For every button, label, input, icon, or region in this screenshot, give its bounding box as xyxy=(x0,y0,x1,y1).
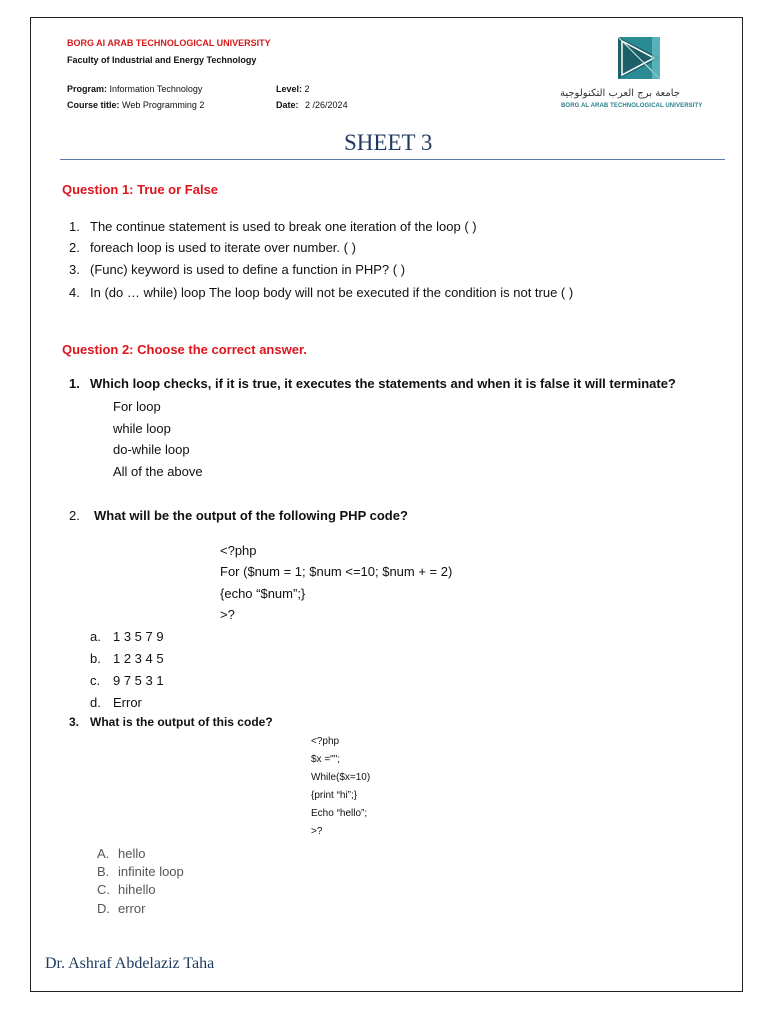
q2-item3-option-letter: B. xyxy=(97,864,110,879)
q2-item2-code-line: >? xyxy=(220,607,235,622)
date-value: 2 /26/2024 xyxy=(305,100,348,110)
q2-item3-code-line: <?php xyxy=(311,736,340,747)
q1-item-num: 2. xyxy=(69,240,80,255)
q2-item3-option-letter: A. xyxy=(97,846,110,861)
q2-item3-option-text: infinite loop xyxy=(118,864,184,879)
title-divider xyxy=(60,159,725,160)
q2-item3-code-line: While($x=10) xyxy=(311,772,371,783)
level-label: Level: xyxy=(276,84,303,94)
course-line xyxy=(67,100,204,110)
q2-item2-code-line: {echo “$num”;} xyxy=(220,586,306,601)
arabic-university-name: جامعة برج العرب التكنولوجية xyxy=(560,88,680,99)
university-logo-icon xyxy=(616,35,662,81)
q2-item2-option-letter: b. xyxy=(90,651,101,666)
q2-item2-option-text: 9 7 5 3 1 xyxy=(113,673,164,688)
q1-item-text: foreach loop is used to iterate over number. ( ) xyxy=(90,240,356,255)
q2-item1-option: do-while loop xyxy=(113,442,190,457)
q2-item3-code-line: {print “hi”;} xyxy=(311,790,358,801)
q2-item3-option-letter: D. xyxy=(97,901,110,916)
program-label: Program: xyxy=(67,84,108,94)
q2-item1-num: 1. xyxy=(69,376,80,391)
q2-item2-code-line: For ($num = 1; $num <=10; $num + = 2) xyxy=(220,564,453,579)
q2-heading: Question 2: Choose the correct answer. xyxy=(62,342,307,357)
author-signature: Dr. Ashraf Abdelaziz Taha xyxy=(45,955,215,972)
q2-item3-option-text: error xyxy=(118,901,146,916)
q2-item1-option: All of the above xyxy=(113,464,203,479)
q2-item2-option-letter: a. xyxy=(90,629,101,644)
level-line xyxy=(276,84,310,94)
program-value: Information Technology xyxy=(109,84,203,94)
university-name: BORG AI ARAB TECHNOLOGICAL UNIVERSITY xyxy=(67,38,271,48)
q2-item3-num: 3. xyxy=(69,715,80,729)
course-label: Course title: xyxy=(67,100,120,110)
q2-item3-option-text: hello xyxy=(118,846,146,861)
q2-item3-option-letter: C. xyxy=(97,882,110,897)
course-value: Web Programming 2 xyxy=(122,100,205,110)
q1-item-text: The continue statement is used to break one iteration of the loop ( ) xyxy=(90,219,477,234)
sheet-title: SHEET 3 xyxy=(344,130,433,155)
q2-item3-option-text: hihello xyxy=(118,882,156,897)
q2-item2-num: 2. xyxy=(69,508,80,523)
q2-item2-question: What will be the output of the following PHP code? xyxy=(94,508,408,523)
program-line xyxy=(67,84,202,94)
q2-item2-option-text: 1 2 3 4 5 xyxy=(113,651,164,666)
q2-item2-option-letter: d. xyxy=(90,695,101,710)
q1-item-num: 4. xyxy=(69,285,80,300)
date-line xyxy=(276,100,348,110)
q1-heading: Question 1: True or False xyxy=(62,182,219,197)
q2-item2-option-letter: c. xyxy=(90,673,101,688)
q2-item1-question: Which loop checks, if it is true, it executes the statements and when it is false it will terminate? xyxy=(90,376,676,391)
q2-item3-code-line: >? xyxy=(311,826,323,837)
q2-item3-question: What is the output of this code? xyxy=(90,715,273,729)
q2-item1-option: while loop xyxy=(113,421,171,436)
q2-item3-code-line: $x =""; xyxy=(311,754,341,765)
date-label: Date: xyxy=(276,100,299,110)
q2-item1-option: For loop xyxy=(113,399,161,414)
level-value: 2 xyxy=(304,84,310,94)
q2-item2-option-text: Error xyxy=(113,695,142,710)
q2-item3-code-line: Echo “hello”; xyxy=(311,808,368,819)
faculty-name: Faculty of Industrial and Energy Technology xyxy=(67,55,257,65)
q1-item-text: (Func) keyword is used to define a function in PHP? ( ) xyxy=(90,262,406,277)
logo-caption: BORG AL ARAB TECHNOLOGICAL UNIVERSITY xyxy=(561,103,703,109)
q1-item-num: 3. xyxy=(69,262,80,277)
q1-item-text: In (do … while) loop The loop body will not be executed if the condition is not true ( ) xyxy=(90,285,574,300)
q2-item2-code-line: <?php xyxy=(220,543,257,558)
q1-item-num: 1. xyxy=(69,219,80,234)
q2-item2-option-text: 1 3 5 7 9 xyxy=(113,629,164,644)
